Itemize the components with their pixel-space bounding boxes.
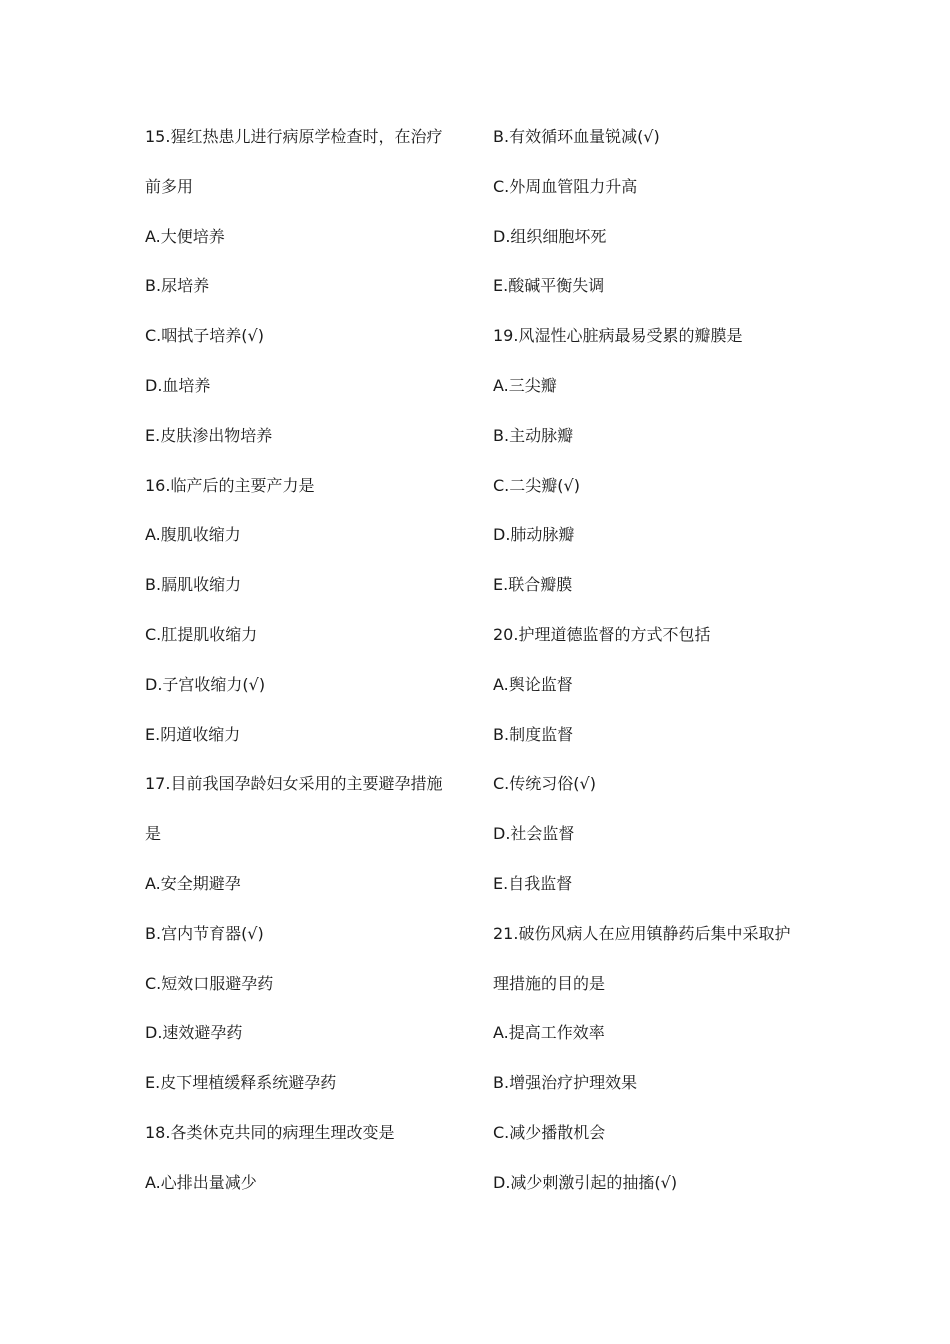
- option-line: B.尿培养: [145, 276, 210, 296]
- option-line: D.子宫收缩力(√): [145, 674, 266, 694]
- option-line: D.血培养: [145, 375, 211, 395]
- question-line: 20.护理道德监督的方式不包括: [493, 624, 711, 644]
- option-line: C.外周血管阻力升高: [493, 176, 638, 196]
- option-line: C.传统习俗(√): [493, 774, 596, 794]
- option-line: A.舆论监督: [493, 674, 573, 694]
- option-line: C.肛提肌收缩力: [145, 624, 258, 644]
- question-line: 理措施的目的是: [493, 973, 606, 993]
- option-line: B.增强治疗护理效果: [493, 1073, 638, 1093]
- question-line: 前多用: [145, 176, 194, 196]
- option-line: D.社会监督: [493, 824, 575, 844]
- option-line: E.自我监督: [493, 873, 573, 893]
- option-line: E.皮肤渗出物培养: [145, 425, 273, 445]
- option-line: D.组织细胞坏死: [493, 226, 607, 246]
- question-line: 16.临产后的主要产力是: [145, 475, 315, 495]
- option-line: E.皮下埋植缓释系统避孕药: [145, 1073, 337, 1093]
- option-line: E.阴道收缩力: [145, 724, 241, 744]
- question-line: 是: [145, 824, 162, 844]
- question-line: 19.风湿性心脏病最易受累的瓣膜是: [493, 326, 743, 346]
- option-line: E.联合瓣膜: [493, 575, 573, 595]
- option-line: D.减少刺激引起的抽搐(√): [493, 1172, 678, 1192]
- option-line: D.肺动脉瓣: [493, 525, 575, 545]
- left-column: [145, 112, 475, 1208]
- right-column: [493, 112, 823, 1208]
- option-line: C.二尖瓣(√): [493, 475, 580, 495]
- option-line: D.速效避孕药: [145, 1023, 243, 1043]
- option-line: A.心排出量减少: [145, 1172, 257, 1192]
- option-line: A.腹肌收缩力: [145, 525, 241, 545]
- option-line: A.安全期避孕: [145, 873, 241, 893]
- option-line: C.咽拭子培养(√): [145, 326, 264, 346]
- option-line: B.膈肌收缩力: [145, 575, 242, 595]
- option-line: B.主动脉瓣: [493, 425, 574, 445]
- question-line: 18.各类休克共同的病理生理改变是: [145, 1122, 395, 1142]
- option-line: C.短效口服避孕药: [145, 973, 274, 993]
- option-line: A.提高工作效率: [493, 1023, 605, 1043]
- question-line: 17.目前我国孕龄妇女采用的主要避孕措施: [145, 774, 443, 794]
- option-line: A.三尖瓣: [493, 375, 557, 395]
- option-line: C.减少播散机会: [493, 1122, 606, 1142]
- option-line: B.制度监督: [493, 724, 574, 744]
- option-line: E.酸碱平衡失调: [493, 276, 605, 296]
- option-line: A.大便培养: [145, 226, 225, 246]
- question-line: 15.猩红热患儿进行病原学检查时，在治疗: [145, 127, 443, 146]
- option-line: B.有效循环血量锐减(√): [493, 127, 660, 146]
- option-line: B.宫内节育器(√): [145, 923, 264, 943]
- question-line: 21.破伤风病人在应用镇静药后集中采取护: [493, 923, 791, 943]
